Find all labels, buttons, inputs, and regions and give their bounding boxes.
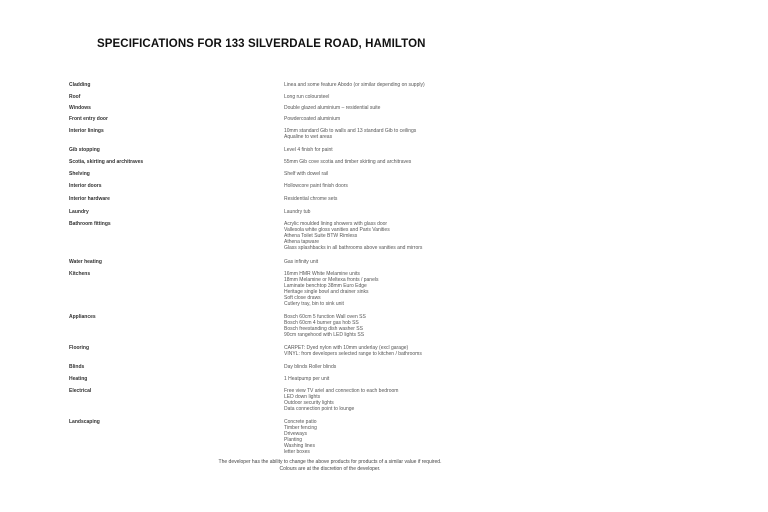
spec-label: Windows [69, 105, 91, 111]
spec-value [284, 259, 544, 265]
spec-label: Appliances [69, 314, 96, 320]
spec-value-line: Athena tapware [284, 239, 320, 245]
spec-value-line: Level 4 finish for paint [284, 147, 333, 153]
spec-value [284, 388, 544, 412]
spec-value-line: Outdoor security lights [284, 400, 334, 406]
spec-label: Kitchens [69, 271, 91, 277]
spec-label: Water heating [69, 259, 102, 265]
spec-value-line: Athena Toilet Suite BTW Rimless [284, 233, 358, 239]
disclaimer-line: The developer has the ability to change the above products for products of a similar value if required. [218, 459, 442, 465]
spec-value [284, 209, 544, 215]
spec-value-line: 18mm Melamine or Meltexa fronts / panels [284, 277, 379, 283]
spec-label: Interior doors [69, 183, 102, 189]
spec-value-line: Timber fencing [284, 425, 317, 431]
spec-value-line: Planting [284, 437, 303, 443]
spec-label: Blinds [69, 364, 85, 370]
spec-value-line: Linea and some feature Abodo (or similar depending on supply) [284, 82, 425, 88]
spec-label: Gib stopping [69, 147, 100, 153]
spec-value-line: Washing lines [284, 443, 315, 449]
spec-value-line: Acrylic moulded lining showers with glass door [284, 221, 388, 227]
spec-value [284, 147, 544, 153]
page-title: SPECIFICATIONS FOR 133 SILVERDALE ROAD, HAMILTON [97, 38, 426, 50]
spec-value [284, 196, 544, 202]
spec-value-line: CARPET: Dyed nylon with 10mm underlay (excl garage) [284, 345, 409, 351]
spec-value-line: Cutlery tray, bin to sink unit [284, 301, 344, 307]
spec-value-line: Concrete patio [284, 419, 317, 425]
spec-value [284, 171, 544, 177]
spec-value-line: Free view TV ariel and connection to each bedroom [284, 388, 399, 394]
spec-value-line: Data connection point to lounge [284, 406, 355, 412]
spec-value-line: Hollowcore paint finish doors [284, 183, 348, 189]
spec-value-line: Soft close draws [284, 295, 321, 301]
spec-value [284, 314, 544, 338]
spec-value [284, 116, 544, 122]
spec-value [284, 105, 544, 111]
spec-label: Front entry door [69, 116, 108, 122]
spec-value [284, 82, 544, 88]
spec-value-line: Powdercoated aluminium [284, 116, 341, 122]
spec-value-line: Bosch freestanding dish washer SS [284, 326, 363, 332]
spec-value-line: 55mm Gib cove scotia and timber skirting and architraves [284, 159, 412, 165]
spec-value [284, 128, 544, 140]
spec-value-line: Heritage single bowl and drainer sinks [284, 289, 369, 295]
spec-value [284, 271, 544, 307]
spec-label: Scotia, skirting and architraves [69, 159, 144, 165]
spec-value-line: Gas infinity unit [284, 259, 319, 265]
spec-label: Interior linings [69, 128, 104, 134]
spec-value [284, 94, 544, 100]
spec-value-line: Bosch 60cm 5 function Wall oven SS [284, 314, 366, 320]
spec-value-line: Residential chrome sets [284, 196, 338, 202]
spec-value [284, 345, 544, 357]
spec-value-line: Driveways [284, 431, 308, 437]
spec-value [284, 221, 544, 251]
spec-label: Interior hardware [69, 196, 110, 202]
spec-value-line: letter boxes [284, 449, 310, 455]
spec-value-line: 1 Heatpump per unit [284, 376, 330, 382]
spec-label: Cladding [69, 82, 91, 88]
spec-value-line: Laundry tub [284, 209, 311, 215]
spec-label: Shelving [69, 171, 90, 177]
spec-value-line: 10mm standard Gib to walls and 13 standard Gib to ceilings [284, 128, 417, 134]
spec-value-line: Laminate benchtop 38mm Euro Edge [284, 283, 367, 289]
spec-value-line: 90cm rangehood with LED lights SS [284, 332, 365, 338]
spec-label: Laundry [69, 209, 89, 215]
spec-value [284, 364, 544, 370]
disclaimer-footer [120, 459, 540, 472]
spec-value-line: VINYL: from developers selected range to kitchen / bathrooms [284, 351, 422, 357]
spec-label: Bathroom fittings [69, 221, 111, 227]
spec-value [284, 419, 544, 455]
spec-label: Roof [69, 94, 81, 100]
spec-value-line: Long run coloursteel [284, 94, 330, 100]
spec-value-line: Vallesola white gloss vanities and Paris Vanities [284, 227, 390, 233]
spec-label: Heating [69, 376, 88, 382]
spec-value-line: Bosch 60cm 4 burner gas hob SS [284, 320, 359, 326]
spec-value-line: Shelf with dowel rail [284, 171, 329, 177]
spec-value-line: LED down lights [284, 394, 321, 400]
spec-value-line: Double glazed aluminium – residential suite [284, 105, 381, 111]
spec-value-line: Aqualine to wet areas [284, 134, 333, 140]
spec-value [284, 183, 544, 189]
spec-value-line: Glass splashbacks in all bathrooms above vanities and mirrors [284, 245, 423, 251]
spec-value [284, 159, 544, 165]
spec-value [284, 376, 544, 382]
spec-label: Electrical [69, 388, 92, 394]
disclaimer-line: Colours are at the discretion of the developer. [279, 465, 381, 472]
spec-label: Landscaping [69, 419, 100, 425]
spec-value-line: 16mm HMR White Melamine units [284, 271, 360, 277]
spec-label: Flooring [69, 345, 89, 351]
spec-value-line: Day blinds Roller blinds [284, 364, 337, 370]
